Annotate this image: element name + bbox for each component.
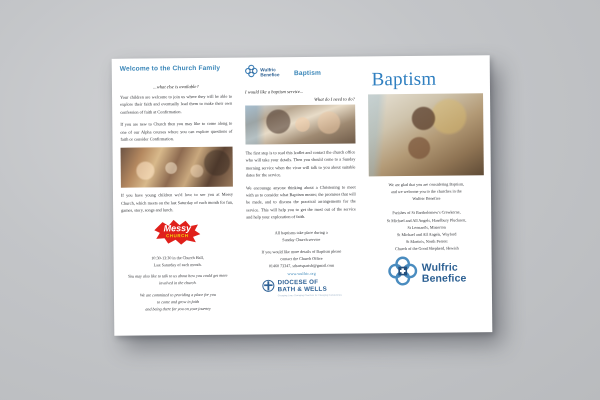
left-panel-closing-3: and being there for you on your journey <box>145 306 211 312</box>
wulfric-benefice-logo-small <box>245 63 355 82</box>
parish-list-item: St Michael and All Angels, Haselbury Plucknett, <box>386 217 467 223</box>
website-link[interactable]: www.wulfric.org <box>287 271 316 277</box>
left-panel-closing-2: to come and grow in faith <box>156 299 200 305</box>
parish-list <box>369 216 485 253</box>
messy-church-logo <box>121 218 233 251</box>
wulfric-logo-line-2: Benefice <box>260 72 280 78</box>
parish-list-item: St Martin's, North Perrott <box>405 238 448 245</box>
messy-logo-word-2: CHURCH <box>166 232 189 238</box>
wulfric-logo-large-line-2: Benefice <box>421 272 467 285</box>
messy-church-time-line-2: Last Saturday of each month. <box>153 261 202 268</box>
wulfric-logo-text <box>260 68 279 78</box>
left-panel-paragraph-1: Your children are welcome to join us where they will be able to explore their faith and eventually lead them to make their own confession of faith at Confirmation. <box>120 93 233 115</box>
parish-list-item: Church of the Good Shepherd, Hewish <box>394 245 459 252</box>
quatrefoil-cross-icon-large <box>388 256 418 291</box>
parishes-intro: Parishes of St Bartholomew's Crewkerne, <box>392 209 461 216</box>
brochure-panel-middle <box>239 56 363 334</box>
children-and-families-photo <box>121 147 233 188</box>
quatrefoil-cross-icon <box>245 64 258 82</box>
brochure-panel-right <box>360 55 492 333</box>
messy-church-time-line-1: 10:30-13:30 in the Church Hall, <box>151 254 204 260</box>
diocese-logo-strapline: Changing Lives Changing Churches for Changing Communities <box>277 294 342 297</box>
right-panel-welcome-1: We are glad that you are considering Baptism, <box>388 181 465 188</box>
wulfric-logo-large-text <box>422 262 467 284</box>
middle-panel-paragraph-1: The first step is to read this leaflet and contact the church office who will take your details. Then you should come to a Sunday morning service when the vicar will talk to you about suitable dates for the service. <box>245 149 356 178</box>
middle-panel-note-2: Sunday Church service <box>282 236 321 242</box>
left-panel-paragraph-3: If you have young children we'd love to see you at Messy Church, which meets on the last Saturday of each month for fun, games, story, songs and lunch. <box>120 192 234 213</box>
middle-panel-contact-1: If you would like more details of Baptism please <box>261 248 342 255</box>
left-panel-closing-1: We are committed to providing a place for you <box>139 291 216 298</box>
middle-panel-heading: Baptism <box>293 69 322 77</box>
diocese-cross-icon <box>262 280 275 298</box>
right-panel-welcome-2: and we welcome you to the churches in the <box>390 188 462 195</box>
middle-panel-paragraph-2: We encourage anyone thinking about a Christening to meet with us to consider what Baptism means; the promises that will be made, and to discuss the practical arrangements for the service. This will help you to get the most out of the service and help your exploration of faith. <box>245 184 356 220</box>
left-panel-paragraph-4: You may also like to talk to us about how you could get more involved in the church. <box>128 272 228 286</box>
middle-panel-lead-2: What do I need to do? <box>314 96 355 102</box>
middle-panel-contact-3: 01460 73347, stbartsparish@gmail.com <box>268 262 335 269</box>
left-panel-subheading: ...what else is available? <box>153 83 199 90</box>
wulfric-logo-large-line-1: Wulfric <box>421 261 458 274</box>
right-panel-welcome-3: Wulfric Benefice <box>412 195 441 202</box>
diocese-logo-line-2: BATH & WELLS <box>277 285 327 293</box>
middle-panel-lead-1: I would like a baptism service... <box>244 88 304 95</box>
diocese-of-bath-and-wells-logo <box>247 279 357 298</box>
parish-list-item: St Leonard's, Misterton <box>407 224 446 230</box>
left-panel-paragraph-2: If you are new to Church then you may like to come along to one of our Alpha courses where you can explore questions of faith or consider Confirmation. <box>120 120 233 142</box>
wulfric-benefice-logo-large <box>369 256 485 292</box>
left-panel-heading: Welcome to the Church Family <box>119 64 221 73</box>
brochure-panel-left <box>112 58 242 336</box>
parish-list-item: St Michael and All Angels, Wayford <box>396 231 457 238</box>
brochure-title: Baptism <box>371 68 437 91</box>
diocese-logo-line-1: DIOCESE OF <box>277 278 319 286</box>
messy-logo-word-1: Messy <box>163 222 192 233</box>
priest-baptising-baby-photo <box>368 93 484 176</box>
diocese-logo-text <box>278 279 342 297</box>
middle-panel-contact-2: contact the Church Office <box>280 255 323 262</box>
wulfric-logo-line-1: Wulfric <box>260 67 276 73</box>
family-at-font-photo <box>245 104 355 144</box>
middle-panel-note-1: All baptisms take place during a <box>274 229 328 235</box>
brochure-sheet <box>112 55 493 336</box>
